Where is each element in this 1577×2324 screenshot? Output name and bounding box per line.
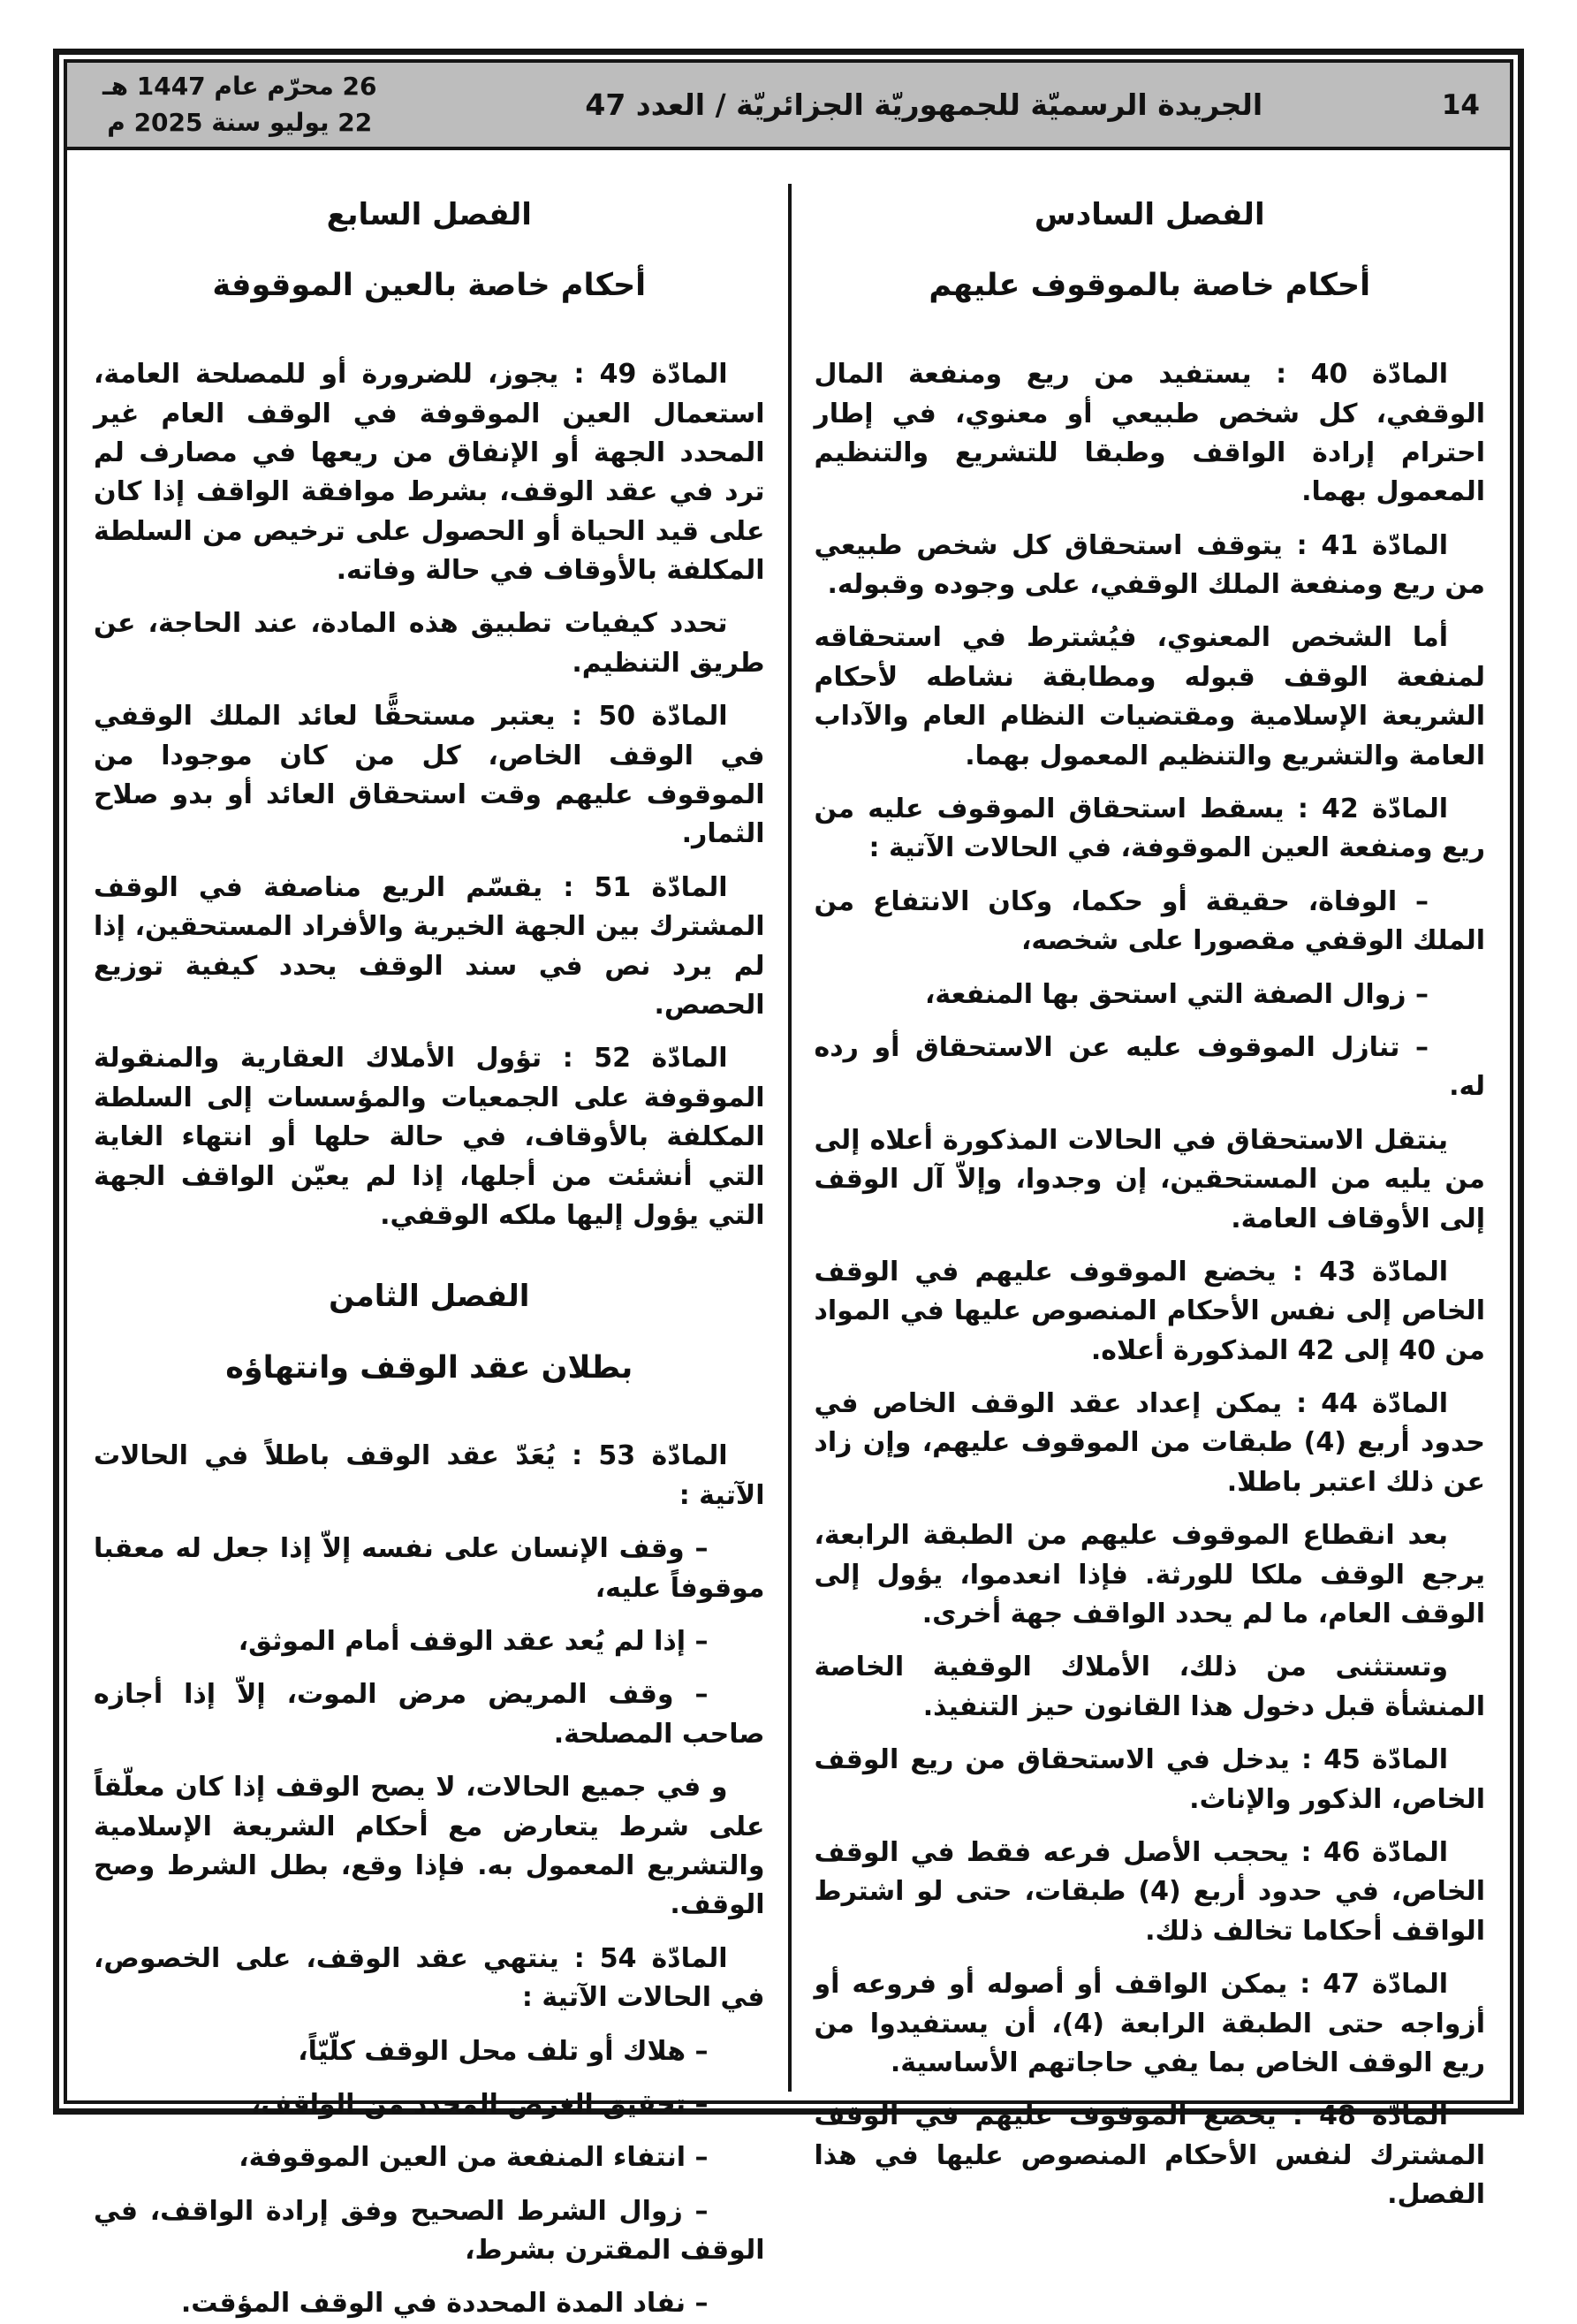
chapter-subtitle: أحكام خاصة بالعين الموقوفة bbox=[212, 268, 647, 304]
list-item: – إذا لم يُعد عقد الوقف أمام الموثق، bbox=[238, 1625, 709, 1657]
column-right bbox=[814, 184, 1486, 2211]
paragraph: المادّة 43 : يخضع الموقوف عليهم في الوقف الخاص إلى نفس الأحكام المنصوص عليها في المواد من 40 إلى 42 المذكورة أعلاه. bbox=[814, 1256, 1485, 1366]
paragraph: المادّة 53 : يُعَدّ عقد الوقف باطلاً في الحالات الآتية : bbox=[94, 1440, 765, 1511]
article-label: المادّة 47 : bbox=[1287, 1969, 1449, 2001]
paragraph: المادّة 52 : تؤول الأملاك العقارية والمنقولة الموقوفة على الجمعيات والمؤسسات إلى السلطة المكلفة بالأوقاف، في حالة حلها أو انتهاء الغاية التي أنشئت من أجلها، إذا لم يعيّن الواقف الجهة التي يؤول إليها ملكه الوقفي. bbox=[94, 1043, 765, 1231]
list-item: – تنازل الموقوف عليه عن الاستحقاق أو رده له. bbox=[814, 1031, 1485, 1103]
list-item: – وقف الإنسان على نفسه إلاّ إذا جعل له معقبا موقوفاً عليه، bbox=[94, 1533, 765, 1604]
paragraph: المادّة 51 : يقسّم الريع مناصفة في الوقف المشترك بين الجهة الخيرية والأفراد المستحقين، إذا لم يرد نص في سند الوقف يحدد كيفية توزيع الحصص. bbox=[94, 871, 765, 1021]
list-item: – تحقيق الغرض المحدد من الواقف، bbox=[251, 2088, 709, 2120]
article-label: المادّة 49 : bbox=[558, 359, 728, 391]
paragraph: المادّة 46 : يحجب الأصل فرعه فقط في الوقف الخاص، في حدود أربع (4) طبقات، حتى لو اشترط الواقف أحكاما تخالف ذلك. bbox=[814, 1837, 1485, 1947]
header-dates bbox=[102, 69, 377, 141]
paragraph: المادّة 49 : يجوز، للضرورة أو للمصلحة العامة، استعمال العين الموقوفة في الوقف العام غير المحدد الجهة أو الإنفاق من ريعها في مصارف لم ترد في عقد الوقف، بشرط موافقة الواقف إذا كان على قيد الحياة أو الحصول على ترخيص من السلطة المكلفة بالأوقاف في حالة وفاته. bbox=[94, 359, 765, 587]
header-date-hijri: 26 محرّم عام 1447 هـ bbox=[102, 71, 377, 101]
article-label: المادّة 44 : bbox=[1282, 1388, 1448, 1420]
page-outer-frame bbox=[53, 49, 1524, 2320]
paragraph: وتستثنى من ذلك، الأملاك الوقفية الخاصة المنشأة قبل دخول هذا القانون حيز التنفيذ. bbox=[814, 1652, 1485, 1722]
list-item: – زوال الشرط الصحيح وفق إرادة الواقف، في الوقف المقترن بشرط، bbox=[94, 2195, 765, 2267]
paragraph: المادّة 41 : يتوقف استحقاق كل شخص طبيعي من ريع ومنفعة الملك الوقفي، على وجوده وقبوله. bbox=[814, 529, 1485, 601]
article-label: المادّة 41 : bbox=[1282, 529, 1449, 561]
paragraph: و في جميع الحالات، لا يصح الوقف إذا كان معلّقاً على شرط يتعارض مع أحكام الشريعة الإسلامية والتشريع المعمول به. فإذا وقع، بطل الشرط وصح الوقف. bbox=[94, 1772, 765, 1921]
chapter-heading: الفصل الثامن bbox=[329, 1279, 530, 1315]
article-label: المادّة 46 : bbox=[1289, 1837, 1448, 1868]
column-divider bbox=[788, 184, 792, 2092]
article-label: المادّة 53 : bbox=[555, 1440, 728, 1472]
paragraph: أما الشخص المعنوي، فيُشترط في استحقاقه لمنفعة الوقف قبوله ومطابقة نشاطه لأحكام الشريعة الإسلامية ومقتضيات النظام العام والآداب العامة والتشريع والتنظيم المعمول بهما. bbox=[814, 622, 1485, 771]
paragraph: المادّة 42 : يسقط استحقاق الموقوف عليه من ريع ومنفعة العين الموقوفة، في الحالات الآتية : bbox=[814, 794, 1485, 864]
page-number: 14 bbox=[1441, 88, 1480, 121]
article-label: المادّة 50 : bbox=[555, 701, 728, 733]
paragraph: المادّة 47 : يمكن الواقف أو أصوله أو فروعه أو أزواجه حتى الطبقة الرابعة (4)، أن يستفيدوا من ريع الوقف الخاص بما يفي حاجاتهم الأساسية. bbox=[814, 1969, 1485, 2078]
list-item: – هلاك أو تلف محل الوقف كلّيّاً، bbox=[298, 2035, 709, 2067]
paragraph: المادّة 48 : يخضع الموقوف عليهم في الوقف المشترك لنفس الأحكام المنصوص عليها في هذا الفصل. bbox=[814, 2100, 1485, 2211]
article-label: المادّة 40 : bbox=[1251, 359, 1448, 391]
list-item: – الوفاة، حقيقة أو حكما، وكان الانتفاع من الملك الوقفي مقصورا على شخصه، bbox=[814, 885, 1485, 957]
paragraph: ينتقل الاستحقاق في الحالات المذكورة أعلاه إلى من يليه من المستحقين، إن وجدوا، وإلاّ آل الوقف إلى الأوقاف العامة. bbox=[814, 1124, 1485, 1234]
paragraph: المادّة 45 : يدخل في الاستحقاق من ريع الوقف الخاص، الذكور والإناث. bbox=[814, 1744, 1485, 1815]
article-label: المادّة 54 : bbox=[558, 1942, 728, 1974]
article-label: المادّة 52 : bbox=[542, 1043, 728, 1075]
header-date-gregorian: 22 يوليو سنة 2025 م bbox=[107, 107, 373, 137]
paragraph: المادّة 40 : يستفيد من ريع ومنفعة المال الوقفي، كل شخص طبيعي أو معنوي، في إطار احترام إرادة الواقف وطبقا للتشريع والتنظيم المعمول بهما. bbox=[814, 359, 1485, 508]
paragraph: المادّة 54 : ينتهي عقد الوقف، على الخصوص، في الحالات الآتية : bbox=[94, 1942, 765, 2014]
article-label: المادّة 43 : bbox=[1276, 1256, 1448, 1287]
list-item: – زوال الصفة التي استحق بها المنفعة، bbox=[925, 978, 1429, 1010]
article-label: المادّة 45 : bbox=[1289, 1744, 1448, 1776]
chapter-heading: الفصل السابع bbox=[326, 197, 532, 232]
article-label: المادّة 42 : bbox=[1284, 794, 1449, 825]
article-label: المادّة 51 : bbox=[542, 871, 728, 903]
header-band bbox=[67, 63, 1510, 150]
paragraph: تحدد كيفيات تطبيق هذه المادة، عند الحاجة، عن طريق التنظيم. bbox=[94, 608, 765, 679]
chapter-subtitle: أحكام خاصة بالموقوف عليهم bbox=[929, 268, 1371, 304]
chapter-heading: الفصل السادس bbox=[1034, 197, 1265, 232]
chapter-subtitle: بطلان عقد الوقف وانتهاؤه bbox=[225, 1349, 633, 1386]
page-inner-frame bbox=[64, 59, 1513, 2320]
list-item: – وقف المريض مرض الموت، إلاّ إذا أجازه صاحب المصلحة. bbox=[94, 1679, 765, 1750]
column-left bbox=[94, 184, 765, 2320]
list-item: – نفاد المدة المحددة في الوقف المؤقت. bbox=[180, 2288, 709, 2320]
list-item: – انتفاء المنفعة من العين الموقوفة، bbox=[239, 2142, 709, 2174]
paragraph: بعد انقطاع الموقوف عليهم من الطبقة الرابعة، يرجع الوقف ملكا للورثة. فإذا انعدموا، يؤول إلى الوقف العام، ما لم يحدد الواقف جهة أخرى. bbox=[814, 1520, 1485, 1630]
gazette-title: الجريدة الرسميّة للجمهوريّة الجزائريّة / العدد 47 bbox=[585, 87, 1263, 122]
page-content bbox=[67, 150, 1510, 2320]
paragraph: المادّة 50 : يعتبر مستحقًّا لعائد الملك الوقفي في الوقف الخاص، كل من كان موجودا من الموقوف عليهم وقت استحقاق العائد أو بدو صلاح الثمار. bbox=[94, 701, 765, 850]
paragraph: المادّة 44 : يمكن إعداد عقد الوقف الخاص في حدود أربع (4) طبقات من الموقوف عليهم، وإن زاد عن ذلك اعتبر باطلا. bbox=[814, 1388, 1486, 1498]
article-label: المادّة 48 : bbox=[1276, 2100, 1448, 2132]
